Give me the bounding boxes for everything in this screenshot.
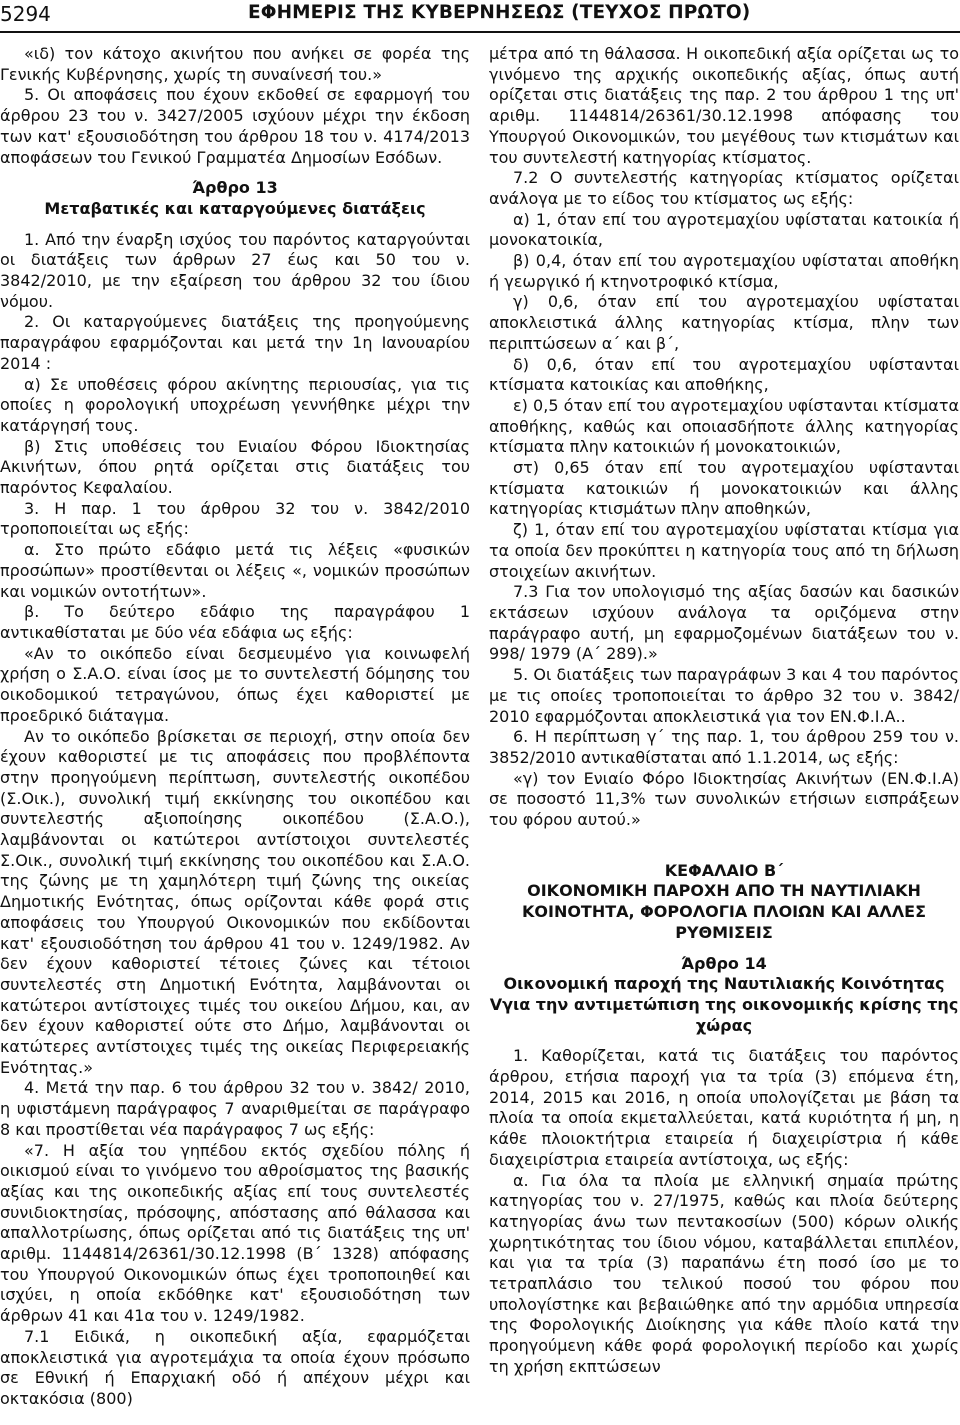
paragraph: μέτρα από τη θάλασσα. Η οικοπεδική αξία ορίζεται ως το γινόμενο της αρχικής οικοπεδικής αξίας, όπως αυτή ορίζεται στις διατάξεις της παρ. 2 του άρθρου 1 της υπ' αριθμ. 1144814/26361/30.12.1998 απόφασης του Υπουργού Οικονομικών, του μεγέθους των κτισμάτων και του συντελεστή κατηγορίας κτίσματος.: [489, 44, 959, 167]
paragraph: ε) 0,5 όταν επί του αγροτεμαχίου υφίστανται κτίσματα αποθήκης, καθώς και οποιασδήποτε άλλης κατηγορίας κτίσματα πλην κατοικιών ή μονοκατοικιών,: [489, 395, 959, 457]
paragraph: 5. Οι αποφάσεις που έχουν εκδοθεί σε εφαρμογή του άρθρου 23 του ν. 3427/2005 ισχύουν μέχρι την έκδοση των κατ' εξουσιοδότηση του άρθρου 18 του ν. 4174/2013 αποφάσεων του Γενικού Γραμματέα Δημοσίων Εσόδων.: [0, 85, 470, 167]
page-header: [0, 0, 960, 32]
paragraph: «γ) τον Ενιαίο Φόρο Ιδιοκτησίας Ακινήτων (ΕΝ.Φ.Ι.Α) σε ποσοστό 11,3% των συνολικών ετήσιων εισπράξεων του φόρου αυτού.»: [489, 768, 959, 830]
paragraph: στ) 0,65 όταν επί του αγροτεμαχίου υφίστανται κτίσματα κατοικιών ή μονοκατοικιών και άλλης κατηγορίας κτισμάτων πλην αποθηκών,: [489, 458, 959, 519]
paragraph: 4. Μετά την παρ. 6 του άρθρου 32 του ν. 3842/ 2010, η υφιστάμενη παράγραφος 7 αναριθμείται σε παράγραφο 8 και προστίθεται νέα παράγραφος 7 ως εξής:: [0, 1078, 470, 1139]
paragraph: 1. Από την έναρξη ισχύος του παρόντος καταργούνται οι διατάξεις των άρθρων 27 έως και 50 του ν. 3842/2010, με την εξαίρεση του άρθρου 32 του ίδιου νόμου.: [0, 229, 470, 311]
gazette-title: ΕΦΗΜΕΡΙΣ ΤΗΣ ΚΥΒΕΡΝΗΣΕΩΣ (ΤΕΥΧΟΣ ΠΡΩΤΟ): [248, 2, 751, 23]
left-column: [0, 44, 470, 1424]
paragraph: β) Στις υποθέσεις του Ενιαίου Φόρου Ιδιοκτησίας Ακινήτων, όπου ρητά ορίζεται στις διατάξεις του παρόντος Κεφαλαίου.: [0, 436, 470, 498]
paragraph: 7.2 Ο συντελεστής κατηγορίας κτίσματος ορίζεται ανάλογα με το είδος του κτίσματος ως εξής:: [489, 168, 959, 208]
paragraph: «ιδ) τον κάτοχο ακινήτου που ανήκει σε φορέα της Γενικής Κυβέρνησης, χωρίς τη συναίνεσή του.»: [0, 44, 470, 84]
article-subtitle: Οικονομική παροχή της Ναυτιλιακής Κοινότητας Vγια την αντιμετώπιση της οικονομικής κρίσης της χώρας: [489, 974, 959, 1035]
paragraph: 5. Οι διατάξεις των παραγράφων 3 και 4 του παρόντος με τις οποίες τροποποιείται το άρθρο 32 του ν. 3842/ 2010 εφαρμόζονται αποκλειστικά για τον ΕΝ.Φ.Ι.Α..: [489, 665, 959, 726]
paragraph: 1. Καθορίζεται, κατά τις διατάξεις του παρόντος άρθρου, ετήσια παροχή για τα τρία (3) επόμενα έτη, 2014, 2015 και 2016, η οποία υπολογίζεται με βάση τα πλοία τα οποία εκμεταλλεύεται, κατά κυριότητα ή μη, η κάθε πλοιοκτήτρια εταιρεία ή διαχειρίστρια ή κάθε διαχειρίστρια εταιρεία αντίστοιχα, ως εξής:: [489, 1046, 959, 1169]
paragraph: α) Σε υποθέσεις φόρου ακίνητης περιουσίας, για τις οποίες η φορολογική υποχρέωση γεννήθηκε μέχρι την κατάργησή τους.: [0, 374, 470, 435]
paragraph: ζ) 1, όταν επί του αγροτεμαχίου υφίσταται κτίσμα για τα οποία δεν προκύπτει η κατηγορία τους από τη δήλωση στοιχείων ακινήτων.: [489, 520, 959, 581]
paragraph: 7.3 Για τον υπολογισμό της αξίας δασών και δασικών εκτάσεων ισχύουν ανάλογα τα οριζόμενα στην παράγραφο αυτή, μη εφαρμοζομένων διατάξεων του ν. 998/ 1979 (Α΄ 289).»: [489, 582, 959, 664]
chapter-label: ΚΕΦΑΛΑΙΟ Β΄: [664, 860, 784, 880]
paragraph: δ) 0,6, όταν επί του αγροτεμαχίου υφίστανται κτίσματα κατοικίας και αποθήκης,: [489, 354, 959, 395]
paragraph: γ) 0,6, όταν επί του αγροτεμαχίου υφίσταται αποκλειστικά άλλης κατηγορίας κτίσμα, πλην των περιπτώσεων α΄ και β΄,: [489, 292, 959, 353]
article-title: Άρθρο 13: [192, 178, 278, 198]
paragraph: Αν το οικόπεδο βρίσκεται σε περιοχή, στην οποία δεν έχουν καθοριστεί με τις αποφάσεις που προβλέποντα στην προηγούμενη περίπτωση, συντελεστής οικοπέδου (Σ.Οικ.), συνολική τιμή εκκίνησης του οικοπέδου και συντελεστής αξιοποίησης οικοπέδου (Σ.Α.Ο.), λαμβάνονται οι κατώτεροι αντίστοιχοι συντελεστές Σ.Οικ., συνολική τιμή εκκίνησης του οικοπέδου και Σ.Α.Ο. της ζώνης με τη χαμηλότερη τιμή ζώνης της οικείας Δημοτικής Ενότητας, όπως ορίζονται κάθε φορά στις αποφάσεις του Υπουργού Οικονομικών που εκδίδονται κατ' εξουσιοδότηση του άρθρου 41 του ν. 1249/1982. Αν δεν έχουν καθοριστεί τέτοιες ζώνες και τέτοιοι συντελεστές στη Δημοτική Ενότητα, λαμβάνονται οι κατώτεροι αντίστοιχες τιμές του οικείου Δήμου, και, αν δεν έχουν καθοριστεί ούτε στο Δήμο, λαμβάνονται οι κατώτερες αντίστοιχες τιμές της οικείας Περιφερειακής Ενότητας.»: [0, 726, 470, 1077]
right-column: [489, 44, 959, 1424]
paragraph: α. Για όλα τα πλοία με ελληνική σημαία πρώτης κατηγορίας του ν. 27/1975, καθώς και πλοία δεύτερης κατηγορίας άνω των πεντακοσίων (500) κόρων ολικής χωρητικότητας του ίδιου νόμου, καταβάλλεται επιπλέον, και για τα τρία (3) παραπάνω έτη ποσό ίσο με το τετραπλάσιο του τελικού ποσού του φόρου που υπολογίστηκε και βεβαιώθηκε από την αρμόδια υπηρεσία της Φορολογικής Διοίκησης για κάθε πλοίο κατά την προηγούμενη κάθε φορά φορολογική περίοδο και χωρίς τη χρήση εκπτώσεων: [489, 1170, 959, 1376]
paragraph: 3. Η παρ. 1 του άρθρου 32 του ν. 3842/2010 τροποποιείται ως εξής:: [0, 498, 470, 539]
article-title: Άρθρο 14: [681, 953, 767, 973]
paragraph: β) 0,4, όταν επί του αγροτεμαχίου υφίσταται αποθήκη ή γεωργικό ή κτηνοτροφικό κτίσμα,: [489, 251, 959, 291]
paragraph: 6. Η περίπτωση γ΄ της παρ. 1, του άρθρου 259 του ν. 3852/2010 αντικαθίσταται από 1.1.2014, ως εξής:: [489, 727, 959, 767]
paragraph: «Αν το οικόπεδο είναι δεσμευμένο για κοινωφελή χρήση ο Σ.Α.Ο. είναι ίσος με το συντελεστή δόμησης του οικοδομικού τετραγώνου, όπως έχει καθοριστεί με προεδρικό διάταγμα.: [0, 643, 470, 725]
page-number: 5294: [0, 2, 51, 26]
paragraph: α) 1, όταν επί του αγροτεμαχίου υφίσταται κατοικία ή μονοκατοικία,: [489, 209, 959, 250]
chapter-title: ΟΙΚΟΝΟΜΙΚΗ ΠΑΡΟΧΗ ΑΠΟ ΤΗ ΝΑΥΤΙΛΙΑΚΗ ΚΟΙΝΟΤΗΤΑ, ΦΟΡΟΛΟΓΙΑ ΠΛΟΙΩΝ ΚΑΙ ΑΛΛΕΣ ΡΥΘΜΙΣΕΙΣ: [521, 881, 926, 942]
paragraph: α. Στο πρώτο εδάφιο μετά τις λέξεις «φυσικών προσώπων» προστίθενται οι λέξεις «, νομικών προσώπων και νομικών οντοτήτων».: [0, 540, 470, 601]
header-rule: [0, 31, 960, 33]
paragraph: 7.1 Ειδικά, η οικοπεδική αξία, εφαρμόζεται αποκλειστικά για αγροτεμάχια τα οποία έχουν πρόσωπο σε Εθνική ή Επαρχιακή οδό ή απέχουν μέχρι και οκτακόσια (800): [0, 1326, 470, 1408]
paragraph: «7. Η αξία του γηπέδου εκτός σχεδίου πόλης ή οικισμού είναι το γινόμενο του αθροίσματος της βασικής αξίας και της οικοπεδικής αξίας επί τους συντελεστές συνιδιοκτησίας, πρόσοψης, απόστασης από θάλασσα και απαλλοτρίωσης, όπως ορίζεται από τις διατάξεις της υπ' αριθμ. 1144814/26361/30.12.1998 (Β΄ 1328) απόφασης του Υπουργού Οικονομικών όπως έχει τροποποιηθεί και ισχύει, η οποία εκδόθηκε κατ' εξουσιοδότηση των άρθρων 41 και 41α του ν. 1249/1982.: [0, 1140, 470, 1326]
article-subtitle: Μεταβατικές και καταργούμενες διατάξεις: [44, 198, 426, 218]
paragraph: β. Το δεύτερο εδάφιο της παραγράφου 1 αντικαθίσταται με δύο νέα εδάφια ως εξής:: [0, 602, 470, 642]
paragraph: 2. Οι καταργούμενες διατάξεις της προηγούμενης παραγράφου εφαρμόζονται και μετά την 1η Ιανουαρίου 2014 :: [0, 312, 470, 373]
